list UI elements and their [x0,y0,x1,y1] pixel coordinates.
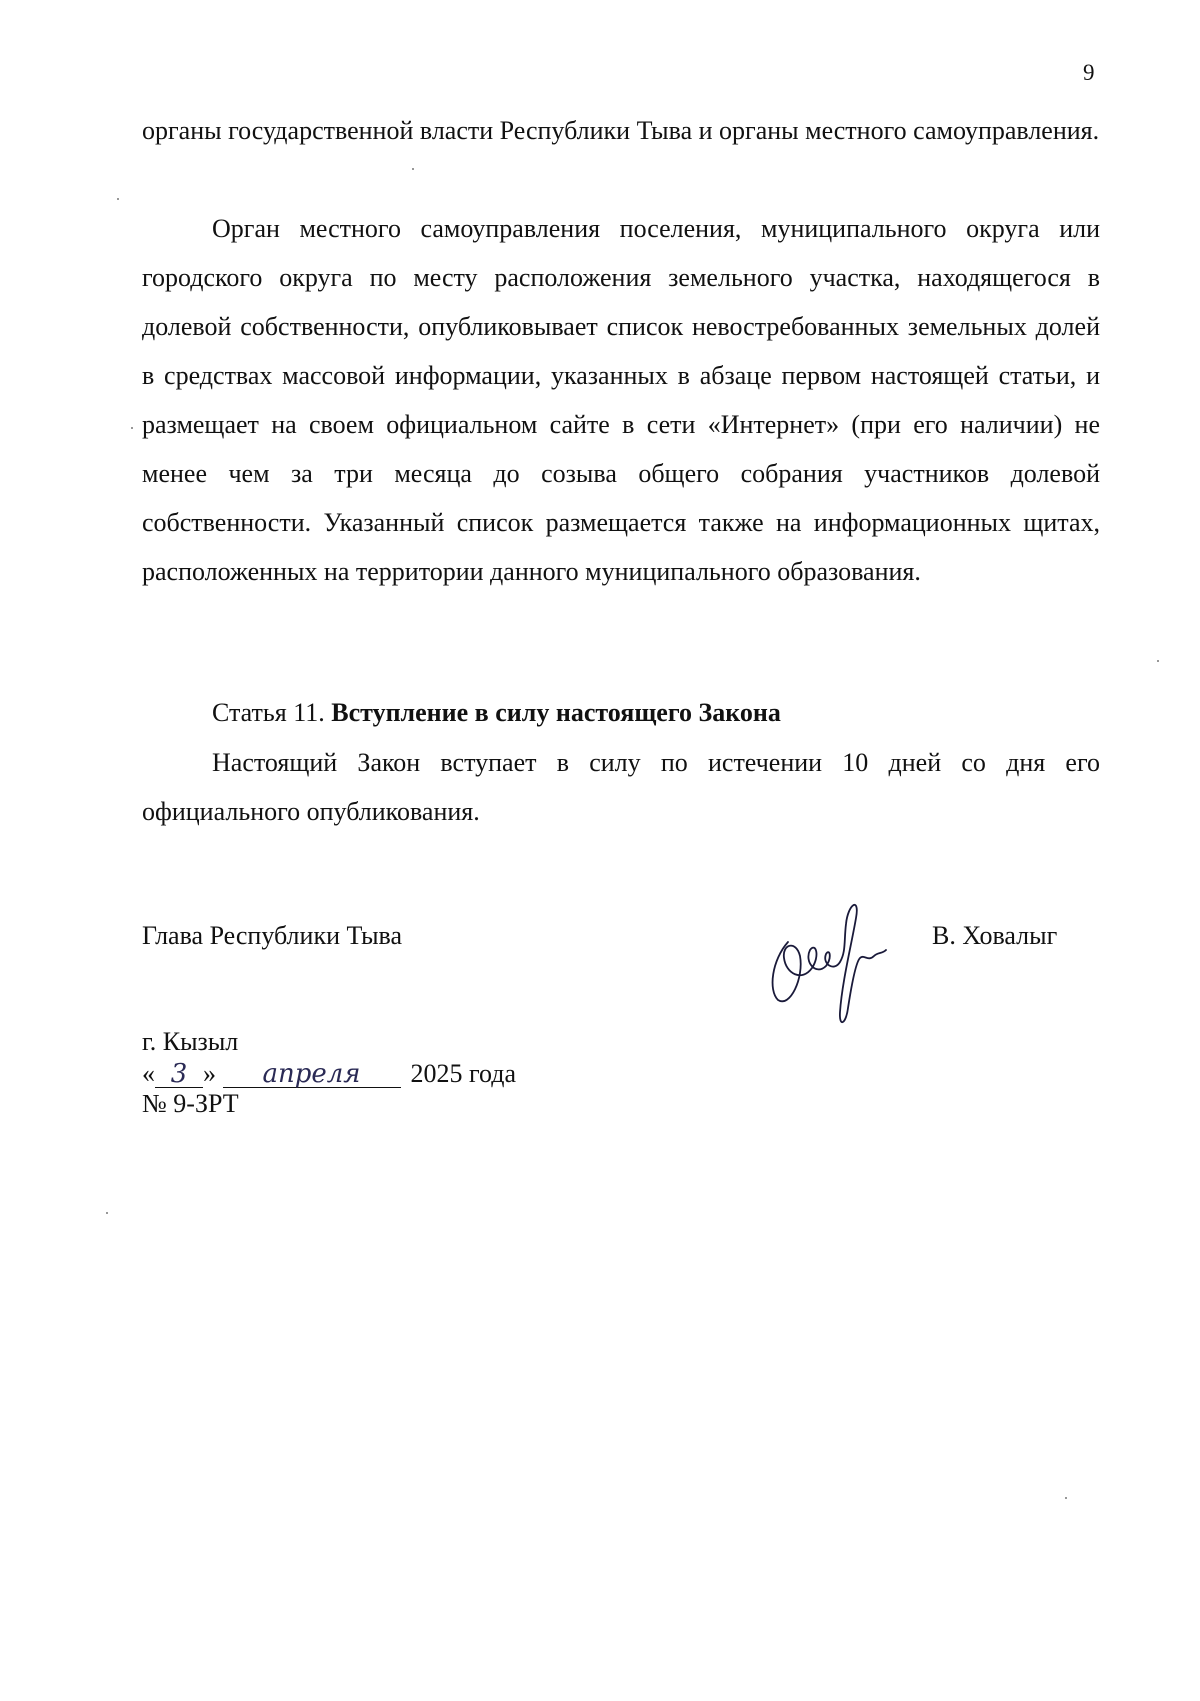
scan-speck [131,427,133,429]
signatory-position: Глава Республики Тыва [142,921,403,950]
date-day-handwritten: 3 [155,1061,203,1088]
signatory-name: В. Ховалыг [932,921,1058,950]
date-close-quote: » [203,1059,216,1088]
article-label: Статья 11. [212,698,325,727]
body-paragraph-1: органы государственной власти Республики Тыва и органы местного самоуправления. [142,116,1100,145]
page-number: 9 [1083,60,1095,85]
date-year: 2025 года [410,1059,517,1088]
signing-date [142,1059,516,1089]
handwritten-signature [760,882,890,1032]
date-month-handwritten: апреля [223,1061,401,1088]
law-number: № 9-ЗРТ [142,1089,239,1118]
scan-speck [106,1212,108,1214]
scan-speck [1157,660,1159,662]
article-text: Настоящий Закон вступает в силу по истечении 10 дней со дня его официального опубликования. [142,748,1100,826]
scan-speck [117,198,119,200]
place-of-signing: г. Кызыл [142,1027,239,1056]
article-heading [212,693,781,733]
scan-speck [1065,1497,1067,1499]
scan-speck [412,168,414,170]
date-open-quote: « [142,1059,155,1088]
article-title: Вступление в силу настоящего Закона [331,698,781,727]
body-paragraph-2: Орган местного самоуправления поселения, муниципального округа или городского округа по месту расположения земельного участка, находящегося в долевой собственности, опубликовывает список невостребованных земельных долей в средствах массовой информации, указанных в абзаце первом настоящей статьи, и размещает на своем официальном сайте в сети «Интернет» (при его наличии) не менее чем за три месяца до созыва общего собрания участников долевой собственности. Указанный список размещается также на информационных щитах, расположенных на территории данного муниципального образования. [142,214,1100,586]
